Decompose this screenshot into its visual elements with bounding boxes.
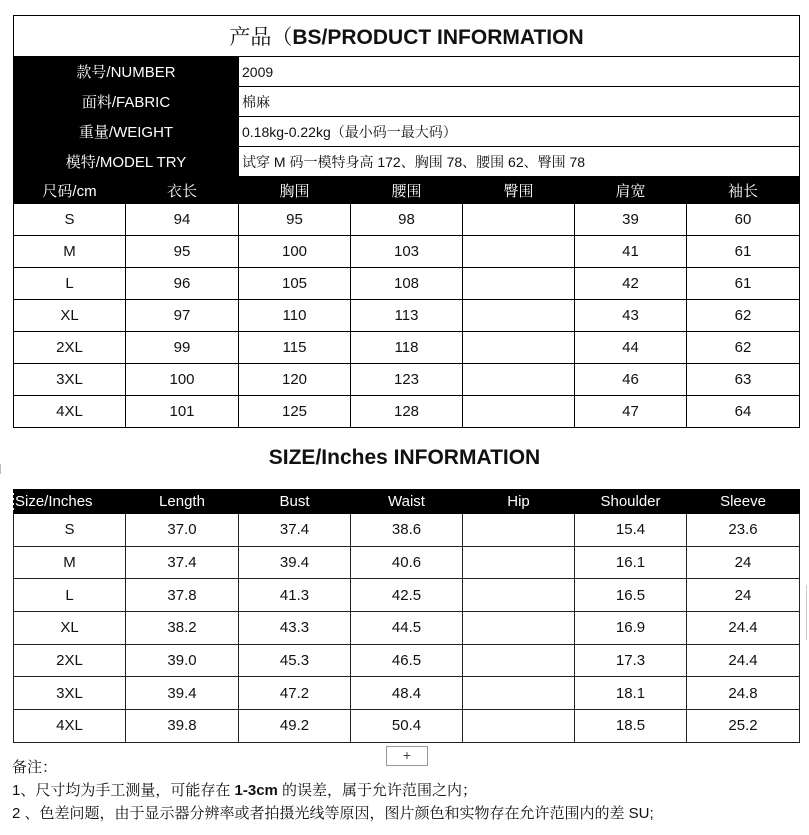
value-cell: 41 bbox=[575, 236, 687, 268]
info-label-weight: 重量/WEIGHT bbox=[14, 117, 239, 147]
size-cell: 3XL bbox=[14, 677, 126, 710]
note-text: 1、尺寸均为手工测量，可能存在 bbox=[12, 782, 235, 799]
value-cell bbox=[463, 546, 575, 579]
edge-mark bbox=[806, 585, 807, 640]
value-cell: 49.2 bbox=[239, 710, 351, 743]
value-cell: 16.5 bbox=[575, 579, 687, 612]
info-label-fabric: 面料/FABRIC bbox=[14, 87, 239, 117]
value-cell bbox=[463, 300, 575, 332]
value-cell: 39.8 bbox=[126, 710, 239, 743]
value-cell: 95 bbox=[126, 236, 239, 268]
value-cell bbox=[463, 677, 575, 710]
column-header: 胸围 bbox=[239, 177, 351, 204]
value-cell: 16.9 bbox=[575, 612, 687, 645]
value-cell: 39 bbox=[575, 204, 687, 236]
note-text: 的误差，属于允许范围之内； bbox=[277, 782, 478, 799]
info-value-fabric: 棉麻 bbox=[239, 87, 800, 117]
value-cell bbox=[463, 579, 575, 612]
column-header: 衣长 bbox=[126, 177, 239, 204]
value-cell: 94 bbox=[126, 204, 239, 236]
value-cell: 37.4 bbox=[239, 514, 351, 547]
product-info-table bbox=[13, 15, 800, 428]
size-cell: 2XL bbox=[14, 644, 126, 677]
value-cell: 39.4 bbox=[126, 677, 239, 710]
value-cell: 63 bbox=[687, 364, 800, 396]
column-header: 肩宽 bbox=[575, 177, 687, 204]
title-prefix: 产品（ bbox=[229, 26, 293, 49]
info-value-weight: 0.18kg-0.22kg（最小码一最大码） bbox=[239, 117, 800, 147]
value-cell: 45.3 bbox=[239, 644, 351, 677]
value-cell: 17.3 bbox=[575, 644, 687, 677]
value-cell bbox=[463, 644, 575, 677]
value-cell: 43.3 bbox=[239, 612, 351, 645]
value-cell: 24 bbox=[687, 546, 800, 579]
column-header: Waist bbox=[351, 490, 463, 514]
notes-heading: 备注： bbox=[12, 759, 58, 776]
value-cell: 48.4 bbox=[351, 677, 463, 710]
value-cell: 23.6 bbox=[687, 514, 800, 547]
table-row bbox=[14, 396, 800, 428]
value-cell: 37.0 bbox=[126, 514, 239, 547]
value-cell: 99 bbox=[126, 332, 239, 364]
value-cell: 43 bbox=[575, 300, 687, 332]
value-cell: 128 bbox=[351, 396, 463, 428]
table-row bbox=[14, 204, 800, 236]
value-cell: 38.2 bbox=[126, 612, 239, 645]
product-title bbox=[14, 16, 800, 57]
value-cell: 42 bbox=[575, 268, 687, 300]
size-cell: 3XL bbox=[14, 364, 126, 396]
size-cell: 4XL bbox=[14, 396, 126, 428]
column-header: Sleeve bbox=[687, 490, 800, 514]
value-cell: 61 bbox=[687, 236, 800, 268]
column-header: 尺码/cm bbox=[14, 177, 126, 204]
table-row bbox=[14, 236, 800, 268]
value-cell bbox=[463, 332, 575, 364]
table-row bbox=[14, 612, 800, 645]
info-value-model: 试穿 M 码一模特身高 172、胸围 78、腰围 62、臀围 78 bbox=[239, 147, 800, 177]
size-cell: M bbox=[14, 546, 126, 579]
size-cell: M bbox=[14, 236, 126, 268]
value-cell: 18.1 bbox=[575, 677, 687, 710]
value-cell: 41.3 bbox=[239, 579, 351, 612]
note-line-1 bbox=[12, 779, 654, 802]
table-row bbox=[14, 300, 800, 332]
value-cell: 39.0 bbox=[126, 644, 239, 677]
value-cell: 105 bbox=[239, 268, 351, 300]
table-row bbox=[14, 677, 800, 710]
column-header: 袖长 bbox=[687, 177, 800, 204]
value-cell: 120 bbox=[239, 364, 351, 396]
value-cell: 46.5 bbox=[351, 644, 463, 677]
table-row bbox=[14, 546, 800, 579]
column-header: Size/Inches bbox=[14, 490, 126, 514]
inch-size-table bbox=[13, 489, 800, 743]
add-button[interactable]: + bbox=[386, 746, 428, 766]
table-row bbox=[14, 268, 800, 300]
value-cell bbox=[463, 396, 575, 428]
value-cell: 38.6 bbox=[351, 514, 463, 547]
value-cell bbox=[463, 710, 575, 743]
value-cell: 24.8 bbox=[687, 677, 800, 710]
value-cell: 125 bbox=[239, 396, 351, 428]
value-cell: 115 bbox=[239, 332, 351, 364]
value-cell: 24.4 bbox=[687, 644, 800, 677]
table-row bbox=[14, 579, 800, 612]
value-cell: 97 bbox=[126, 300, 239, 332]
value-cell: 25.2 bbox=[687, 710, 800, 743]
table-row bbox=[14, 364, 800, 396]
column-header: 臀围 bbox=[463, 177, 575, 204]
value-cell: 47 bbox=[575, 396, 687, 428]
value-cell: 64 bbox=[687, 396, 800, 428]
value-cell: 47.2 bbox=[239, 677, 351, 710]
value-cell: 16.1 bbox=[575, 546, 687, 579]
value-cell: 61 bbox=[687, 268, 800, 300]
info-label-model: 模特/MODEL TRY bbox=[14, 147, 239, 177]
value-cell bbox=[463, 612, 575, 645]
note-line-2: 2 、色差问题，由于显示器分辨率或者拍摄光线等原因，图片颜色和实物存在允许范围内的差 SU; bbox=[12, 805, 654, 822]
size-cell: S bbox=[14, 204, 126, 236]
value-cell: 62 bbox=[687, 300, 800, 332]
inch-header-row bbox=[14, 490, 800, 514]
column-header: Bust bbox=[239, 490, 351, 514]
column-header: 腰围 bbox=[351, 177, 463, 204]
size-cell: S bbox=[14, 514, 126, 547]
value-cell: 118 bbox=[351, 332, 463, 364]
column-header: Hip bbox=[463, 490, 575, 514]
info-label-number: 款号/NUMBER bbox=[14, 57, 239, 87]
column-header: Length bbox=[126, 490, 239, 514]
value-cell bbox=[463, 364, 575, 396]
size-cell: 2XL bbox=[14, 332, 126, 364]
cm-header-row bbox=[14, 177, 800, 204]
value-cell: 37.4 bbox=[126, 546, 239, 579]
inch-title: SIZE/Inches INFORMATION bbox=[268, 446, 541, 469]
value-cell bbox=[463, 204, 575, 236]
size-cell: L bbox=[14, 579, 126, 612]
value-cell: 110 bbox=[239, 300, 351, 332]
notes bbox=[12, 756, 654, 825]
value-cell: 18.5 bbox=[575, 710, 687, 743]
value-cell: 15.4 bbox=[575, 514, 687, 547]
table-row bbox=[14, 332, 800, 364]
title-main: BS/PRODUCT INFORMATION bbox=[292, 26, 584, 49]
value-cell: 40.6 bbox=[351, 546, 463, 579]
value-cell: 44 bbox=[575, 332, 687, 364]
value-cell: 62 bbox=[687, 332, 800, 364]
value-cell: 101 bbox=[126, 396, 239, 428]
value-cell: 60 bbox=[687, 204, 800, 236]
value-cell: 50.4 bbox=[351, 710, 463, 743]
value-cell: 39.4 bbox=[239, 546, 351, 579]
value-cell: 108 bbox=[351, 268, 463, 300]
size-cell: XL bbox=[14, 612, 126, 645]
value-cell: 24 bbox=[687, 579, 800, 612]
value-cell: 113 bbox=[351, 300, 463, 332]
value-cell: 103 bbox=[351, 236, 463, 268]
table-row bbox=[14, 514, 800, 547]
value-cell: 98 bbox=[351, 204, 463, 236]
value-cell: 96 bbox=[126, 268, 239, 300]
value-cell: 100 bbox=[126, 364, 239, 396]
value-cell bbox=[463, 514, 575, 547]
value-cell bbox=[463, 236, 575, 268]
value-cell: 37.8 bbox=[126, 579, 239, 612]
column-header: Shoulder bbox=[575, 490, 687, 514]
value-cell: 42.5 bbox=[351, 579, 463, 612]
value-cell: 100 bbox=[239, 236, 351, 268]
value-cell: 24.4 bbox=[687, 612, 800, 645]
info-value-number: 2009 bbox=[239, 57, 800, 87]
value-cell: 95 bbox=[239, 204, 351, 236]
table-row bbox=[14, 710, 800, 743]
value-cell: 44.5 bbox=[351, 612, 463, 645]
value-cell bbox=[463, 268, 575, 300]
value-cell: 123 bbox=[351, 364, 463, 396]
value-cell: 46 bbox=[575, 364, 687, 396]
table-row bbox=[14, 644, 800, 677]
size-cell: L bbox=[14, 268, 126, 300]
size-cell: XL bbox=[14, 300, 126, 332]
note-text: 1-3cm bbox=[234, 782, 278, 799]
size-cell: 4XL bbox=[14, 710, 126, 743]
